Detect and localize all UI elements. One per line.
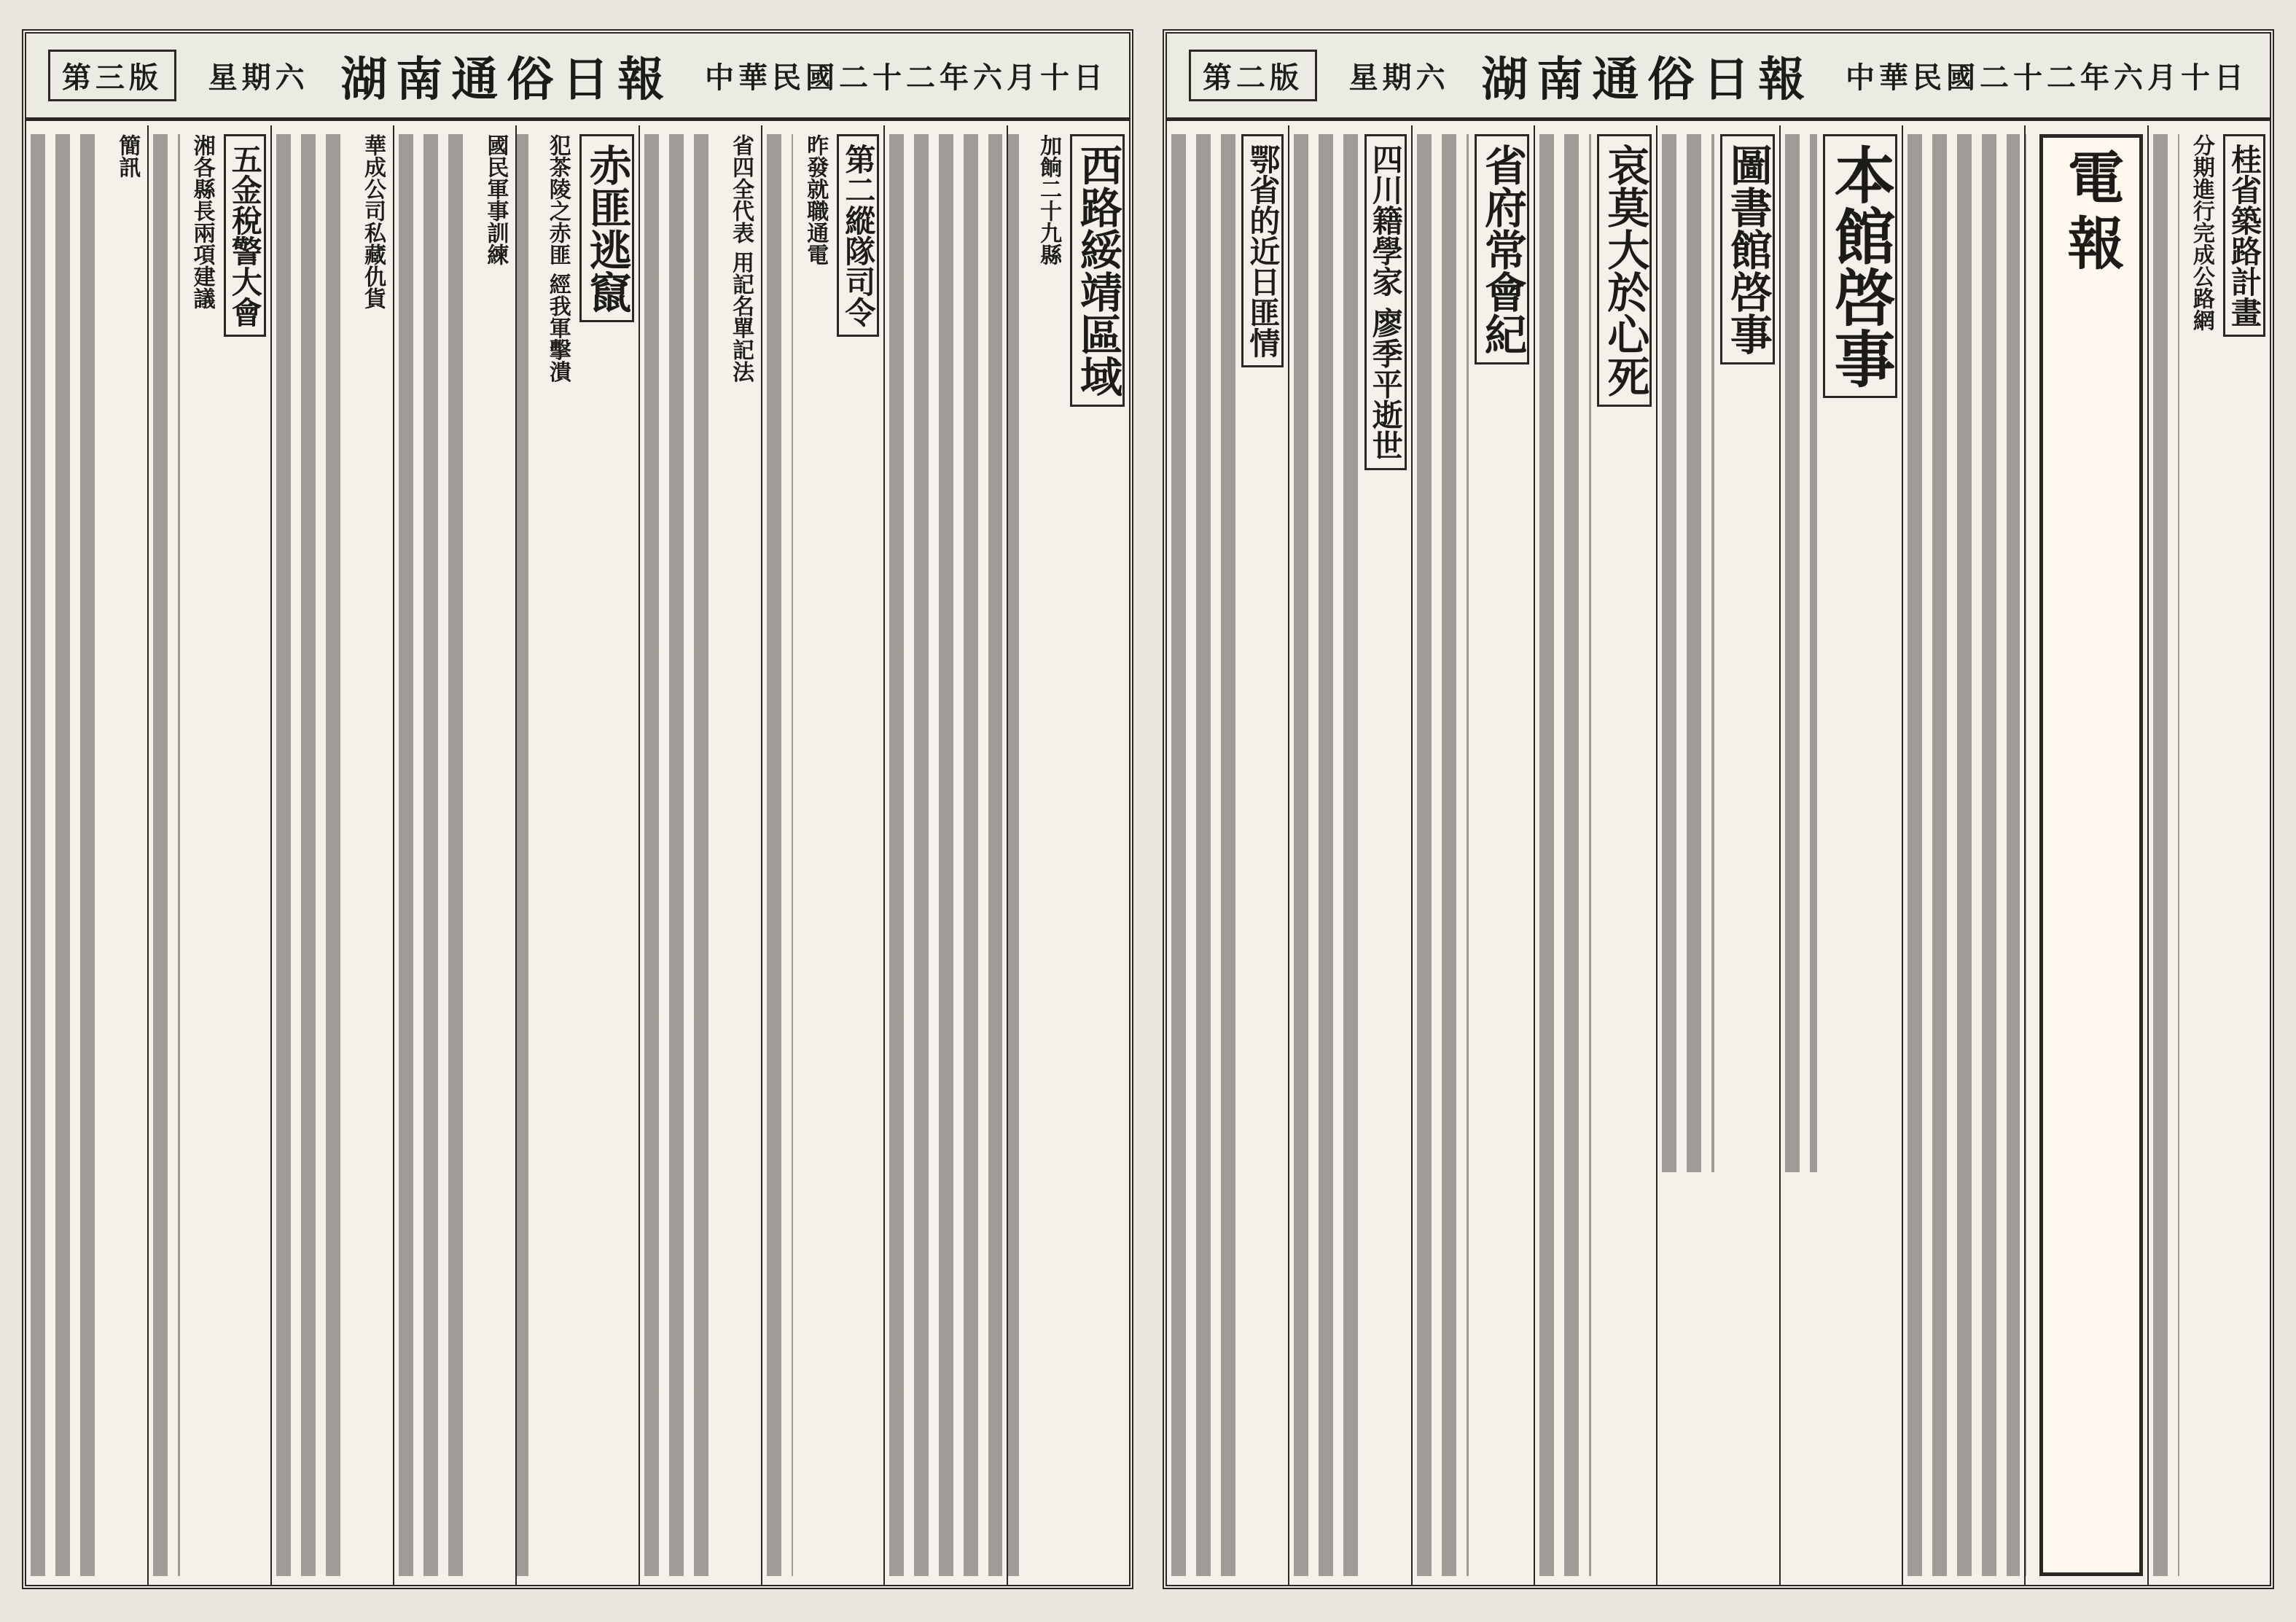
notice-body-text <box>1662 134 1714 1172</box>
article-body-text <box>1539 134 1591 1576</box>
subheadline: 昨發就職通電 <box>803 134 829 265</box>
headline: 西路綏靖區域 <box>1070 134 1125 407</box>
column-7 <box>1411 125 1534 1585</box>
subheadline: 分期進行完成公路網 <box>2188 134 2214 331</box>
article-body-text <box>644 134 719 1576</box>
column-4 <box>1779 125 1902 1585</box>
column-3 <box>761 125 883 1585</box>
headline: 圖書館啓事 <box>1720 134 1775 364</box>
article-body-text <box>2153 134 2179 1576</box>
headline: 哀莫大於心死 <box>1597 134 1652 407</box>
headline: 第二縱隊司令 <box>837 134 879 337</box>
column-5 <box>1656 125 1778 1585</box>
column-4 <box>639 125 761 1585</box>
masthead-weekday: 星期六 <box>208 61 309 95</box>
article-body-text <box>399 134 473 1576</box>
masthead-date: 中華民國二十二年六月十日 <box>1845 61 2248 95</box>
newspaper-page-2 <box>1163 29 2274 1589</box>
masthead <box>1167 34 2270 121</box>
headline: 五金稅警大會 <box>224 134 266 337</box>
subheadline: 華成公司私藏仇貨 <box>360 134 386 309</box>
column-8 <box>147 125 270 1585</box>
column-5 <box>515 125 638 1585</box>
subheadline: 湘各縣長兩項建議 <box>189 134 215 309</box>
subheadline: 國民軍事訓練 <box>483 134 509 265</box>
column-8 <box>1288 125 1410 1585</box>
article-body-text <box>515 134 535 1576</box>
masthead-page-number: 第二版 <box>1189 50 1317 101</box>
notice-body-text <box>1785 134 1817 1172</box>
column-6 <box>393 125 515 1585</box>
article-body-text <box>1007 134 1026 1576</box>
column-9 <box>1167 125 1288 1585</box>
page-columns <box>1167 125 2270 1585</box>
masthead-paper-name: 湖南通俗日報 <box>340 52 673 107</box>
article-body-text <box>1417 134 1469 1576</box>
headline: 赤匪逃竄 <box>579 134 634 322</box>
masthead-paper-name: 湖南通俗日報 <box>1481 52 1814 107</box>
masthead-page-number: 第三版 <box>48 50 176 101</box>
article-body-text <box>889 134 1001 1576</box>
column-3 <box>1902 125 2024 1585</box>
subheadline: 省四全代表 用記名單記法 <box>728 134 754 383</box>
masthead <box>26 34 1129 121</box>
article-body-text <box>767 134 793 1576</box>
column-7 <box>270 125 393 1585</box>
article-body-text <box>1171 134 1235 1576</box>
subheadline: 加餉二十九縣 <box>1036 134 1062 265</box>
headline: 桂省築路計畫 <box>2223 134 2265 337</box>
masthead-date: 中華民國二十二年六月十日 <box>704 61 1107 95</box>
subheadline: 簡訊 <box>114 134 141 178</box>
article-body-text <box>31 134 105 1576</box>
article-body-text <box>153 134 179 1576</box>
headline: 本館啓事 <box>1823 134 1897 398</box>
masthead-weekday: 星期六 <box>1348 61 1450 95</box>
article-body-text <box>1908 134 2020 1576</box>
column-1 <box>1007 125 1129 1585</box>
article-body-text <box>1294 134 1358 1576</box>
article-body-text <box>276 134 351 1576</box>
column-2 <box>883 125 1006 1585</box>
headline: 鄂省的近日匪情 <box>1241 134 1284 367</box>
section-banner-telegrams: 電報 <box>2039 134 2143 1576</box>
headline: 四川籍學家 廖季平逝世 <box>1364 134 1407 470</box>
column-6 <box>1534 125 1656 1585</box>
headline: 省府常會紀 <box>1475 134 1529 364</box>
subheadline: 犯茶陵之赤匪 經我軍擊潰 <box>544 134 571 383</box>
page-columns <box>26 125 1129 1585</box>
column-9 <box>26 125 147 1585</box>
column-1 <box>2147 125 2270 1585</box>
article-body-text <box>2024 134 2033 1576</box>
column-2 <box>2024 125 2147 1585</box>
newspaper-page-3 <box>22 29 1133 1589</box>
